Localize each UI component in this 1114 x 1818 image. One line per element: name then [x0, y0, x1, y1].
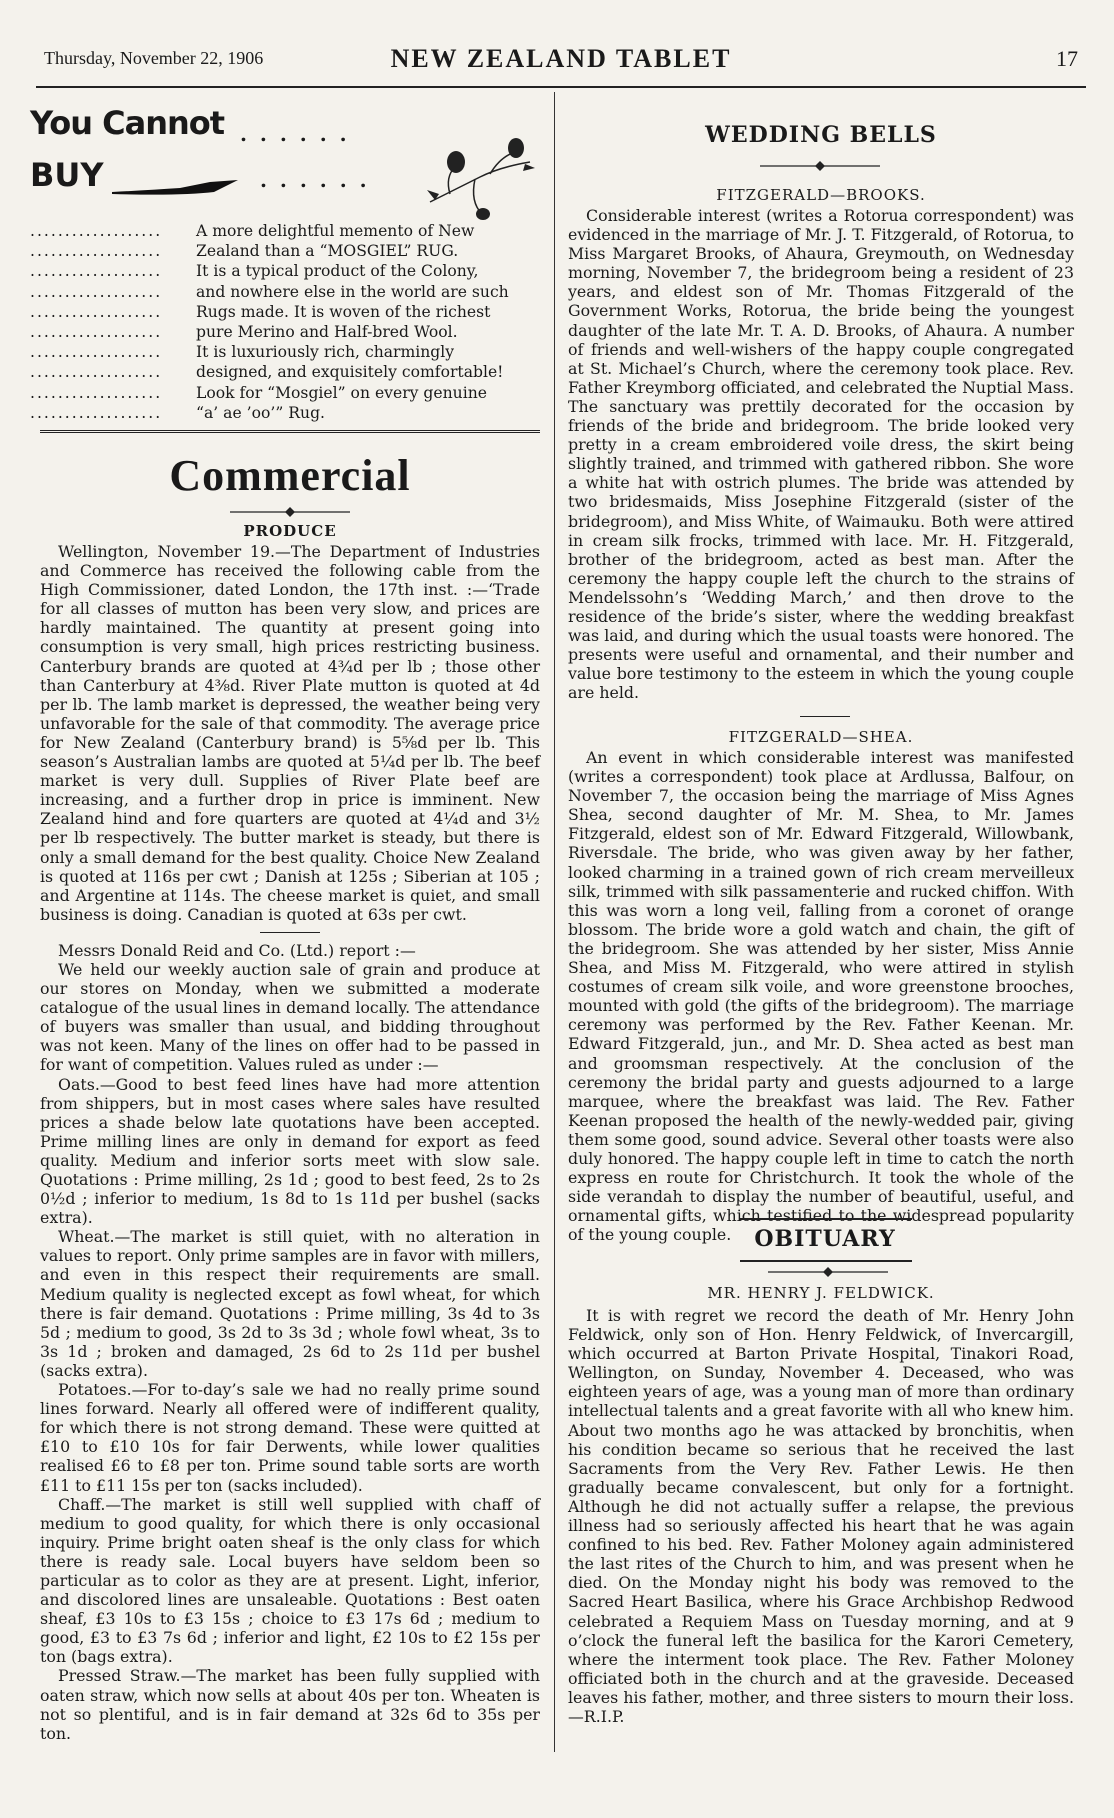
mosgiel-rug-advertisement — [30, 104, 550, 434]
ad-line: ................... “a’ ae ’oo’” Rug. — [30, 403, 326, 422]
ad-line-leader: ................... — [30, 262, 163, 281]
ad-leader-dots: . . . . . . — [240, 122, 350, 146]
ornament-divider-icon — [760, 160, 880, 172]
commercial-paragraph: Wheat.—The market is still quiet, with no alteration in values to report. Only prime samples are in favor with millers, and even in this respect their requirements are small. Medium quality is neglected except as fowl wheat, for which there is fair demand. Quotations : Prime milling, 3s 4d to 3s 5d ; medium to good, 3s 2d to 3s 3d ; whole fowl wheat, 3s to 3s 1d ; broken and damaged, 2s 6d to 2s 11d per bushel (sacks extra). — [40, 1227, 540, 1380]
ad-line: ................... designed, and exquisitely comfortable! — [30, 363, 504, 382]
short-rule — [260, 932, 320, 933]
ad-line: ................... It is luxuriously rich, charmingly — [30, 343, 455, 362]
notice-paragraph: An event in which considerable interest was manifested (writes a correspondent) took place at Ardlussa, Balfour, on November 7, the occasion being the marriage of Miss Agnes Shea, second daughter of Mr. M. Shea, to Mr. James Fitzgerald, eldest son of Mr. Edward Fitzgerald, Willowbank, Riversdale. The bride, who was given away by her father, looked charming in a trained gown of rich cream merveilleux silk, trimmed with silk passamenterie and rucked chiffon. With this was worn a long veil, falling from a coronet of orange blossom. The bride wore a gold watch and chain, the gift of the bridegroom. She was attended by her sister, Miss Annie Shea, and Miss M. Fitzgerald, who were attired in stylish costumes of cream silk voile, and wore greenstone brooches, mounted with gold (the gifts of the bridegroom). The marriage ceremony was performed by the Rev. Father Keenan. Mr. Edward Fitzgerald, jun., and Mr. D. Shea acted as best man and groomsman respectively. At the conclusion of the ceremony the bridal party and guests adjourned to a large marquee, where the breakfast was laid. The Rev. Father Keenan proposed the health of the newly-wedded pair, giving them some good, sound advice. Several other toasts were also duly honored. The happy couple left in time to catch the north express en route for Christchurch. It took the whole of the side verandah to display the number of beautiful, useful, and ornamental gifts, which testified to the widespread popularity of the young couple. — [568, 748, 1074, 1245]
ad-line: ................... It is a typical product of the Colony, — [30, 262, 479, 281]
page-number: 17 — [1056, 46, 1078, 71]
column-divider — [554, 92, 555, 1752]
ad-line: ................... and nowhere else in the world are such — [30, 282, 509, 301]
ad-line-leader: ................... — [30, 363, 163, 382]
pointing-hand-icon — [110, 174, 240, 200]
ad-line-leader: ................... — [30, 242, 163, 261]
obituary-paragraph: It is with regret we record the death of Mr. Henry John Feldwick, only son of Hon. Henry Feldwick, of Invercargill, which occurred at Barton Private Hospital, Tinakori Road, Wellington, on Sunday, November 4. Deceased, who was eighteen years of age, was a young man of more than ordinary intellectual talents and a great favorite with all who knew him. About two months ago he was attacked by bronchitis, when his condition became so serious that he received the last Sacraments from the Very Rev. Father Lewis. He then gradually became convalescent, but only for a fortnight. Although he did not actually suffer a relapse, the previous illness had so seriously affected his heart that he was again confined to his bed. Rev. Father Moloney again administered the last rites of the Church to him, and was present when he died. On the Monday night his body was removed to the Sacred Heart Basilica, where his Grace Archbishop Redwood celebrated a Requiem Mass on Tuesday morning, and at 9 o’clock the funeral left the basilica for the Karori Cemetery, where the interment took place. The Rev. Father Moloney officiated both in the church and at the graveside. Deceased leaves his father, mother, and three sisters to mourn their loss.—R.I.P. — [568, 1306, 1074, 1726]
ad-line: ................... Zealand than a “MOSGIEL” RUG. — [30, 242, 459, 261]
ad-line: ................... A more delightful memento of New — [30, 222, 475, 240]
commercial-paragraph: Messrs Donald Reid and Co. (Ltd.) report :— — [58, 940, 416, 960]
ad-leader-dots-2: . . . . . . — [260, 168, 370, 192]
commercial-paragraph: Oats.—Good to best feed lines have had more attention from shippers, but in most cases where sales have resulted prices a shade below late quotations have been accepted. Prime milling lines are only in demand for export as feed quality. Medium and inferior sorts meet with slow sale. Quotations : Prime milling, 2s 1d ; good to best feed, 2s to 2s 0½d ; inferior to medium, 1s 8d to 1s 11d per bushel (sacks extra). — [40, 1074, 540, 1228]
ornament-divider-icon — [230, 506, 350, 518]
notice-paragraph: Considerable interest (writes a Rotorua correspondent) was evidenced in the marriage of Mr. J. T. Fitzgerald, of Rotorua, to Miss Margaret Brooks, of Ahaura, Greymouth, on Wednesday morning, November 7, the bridegroom being a resident of 23 years, and eldest son of Mr. Thomas Fitzgerald of the Government Works, Rotorua, the bride being the youngest daughter of the late Mr. T. A. D. Brooks, of Ahaura. A number of friends and well-wishers of the happy couple congregated at St. Michael’s Church, where the ceremony took place. Rev. Father Kreymborg officiated, and celebrated the Nuptial Mass. The sanctuary was prettily decorated for the occasion by friends of the bride and bridegroom. The bride looked very pretty in a cream embroidered voile dress, the skirt being slightly trained, and trimmed with gathered ribbon. She wore a white hat with ostrich plumes. The bride was attended by two bridesmaids, Miss Josephine Fitzgerald (sister of the bridegroom), and Miss White, of Waimauku. Both were attired in cream silk frocks, trimmed with lace. Mr. H. Fitzgerald, brother of the bridegroom, acted as best man. After the ceremony the happy couple left the church to the strains of Mendelssohn’s ‘Wedding March,’ and then drove to the residence of the bride’s sister, where the wedding breakfast was laid, and during which the usual toasts were honored. The presents were useful and ornamental, and their number and value bore testimony to the esteem in which the young couple are held. — [568, 206, 1074, 703]
page-header — [36, 36, 1086, 80]
obituary-heading: MR. HENRY J. FELDWICK. — [707, 1284, 935, 1302]
commercial-paragraph: Wellington, November 19.—The Department of Industries and Commerce has received the following cable from the High Commissioner, dated London, the 17th inst. :—‘Trade for all classes of mutton has been very slow, and prices are hardly maintained. The quantity at present going into consumption is very small, high prices restricting business. Canterbury brands are quoted at 4¾d per lb ; those other than Canterbury at 4⅜d. River Plate mutton is quoted at 4d per lb. The lamb market is depressed, the weather being very unfavorable for the sale of that commodity. The average price for New Zealand (Canterbury brand) is 5⅝d per lb. This season’s Australian lambs are quoted at 5¼d per lb. The beef market is very dull. Supplies of River Plate beef are increasing, and a further drop in price is imminent. New Zealand hind and fore quarters are quoted at 4¼d and 3½ per lb respectively. The butter market is steady, but there is only a small demand for the best quality. Choice New Zealand is quoted at 116s per cwt ; Danish at 125s ; Siberian at 105 ; and Argentine at 114s. The cheese market is quiet, and small business is doing. Canadian is quoted at 63s per cwt. — [40, 542, 540, 924]
ad-line-leader: ................... — [30, 302, 163, 321]
ad-line-leader: ................... — [30, 383, 163, 402]
obituary-title: OBITUARY — [754, 1226, 896, 1252]
commercial-section-title: Commercial — [169, 451, 411, 500]
commercial-paragraph: Potatoes.—For to-day’s sale we had no really prime sound lines forward. Nearly all offered were of indifferent quality, for which there is not strong demand. These were quitted at £10 to £10 10s for fair Derwents, while lower qualities realised £6 to £8 per ton. Prime sound table sorts are worth £11 to £11 15s per ton (sacks included). — [40, 1380, 540, 1495]
ad-line: ................... pure Merino and Half-bred Wool. — [30, 322, 458, 341]
header-rule — [36, 86, 1086, 88]
commercial-paragraph: Pressed Straw.—The market has been fully supplied with oaten straw, which now sells at about 40s per ton. Wheaten is not so plentiful, and is in fair demand at 32s 6d to 35s per ton. — [40, 1666, 540, 1743]
fitzgerald-brooks-notice — [568, 206, 1074, 706]
ornament-divider-icon — [768, 1266, 888, 1278]
wedding-bells-title: WEDDING BELLS — [705, 122, 937, 148]
short-rule — [800, 716, 850, 717]
produce-heading: PRODUCE — [243, 522, 337, 540]
ad-line-leader: ................... — [30, 343, 163, 362]
fitzgerald-brooks-heading: FITZGERALD—BROOKS. — [716, 186, 926, 204]
ad-line: ................... Look for “Mosgiel” on every genuine — [30, 383, 487, 402]
ad-line-leader: ................... — [30, 403, 163, 422]
ad-line: ................... Rugs made. It is woven of the richest — [30, 302, 491, 321]
ad-line-leader: ................... — [30, 222, 163, 240]
commercial-body — [40, 542, 540, 1754]
ad-body — [30, 222, 550, 424]
ad-line-leader: ................... — [30, 322, 163, 341]
thistle-flower-icon — [420, 132, 540, 222]
commercial-paragraph: Chaff.—The market is still well supplied with chaff of medium to good quality, for which there is only occasional inquiry. Prime bright oaten sheaf is the only class for which there is ready sale. Local buyers have seldom been so particular as to color as they are at present. Light, inferior, and discolored lines are unsaleable. Quotations : Best oaten sheaf, £3 10s to £3 15s ; choice to £3 17s 6d ; medium to good, £3 to £3 7s 6d ; inferior and light, £2 10s to £2 15s per ton (bags extra). — [40, 1494, 540, 1667]
ad-headline-buy: BUY — [30, 156, 104, 194]
header-date: Thursday, November 22, 1906 — [44, 48, 264, 68]
fitzgerald-shea-heading: FITZGERALD—SHEA. — [728, 728, 914, 746]
ad-line-leader: ................... — [30, 282, 163, 301]
masthead-title: NEW ZEALAND TABLET — [390, 44, 732, 73]
obituary-body — [568, 1306, 1074, 1754]
ad-headline-you-cannot: You Cannot — [30, 104, 225, 142]
commercial-paragraph: We held our weekly auction sale of grain and produce at our stores on Monday, when we submitted a moderate catalogue of the usual lines in demand locally. The attendance of buyers was smaller than usual, and bidding throughout was not keen. Many of the lines on offer had to be passed in for want of competition. Values ruled as under :— — [40, 959, 540, 1075]
ad-bottom-rule — [40, 430, 540, 433]
